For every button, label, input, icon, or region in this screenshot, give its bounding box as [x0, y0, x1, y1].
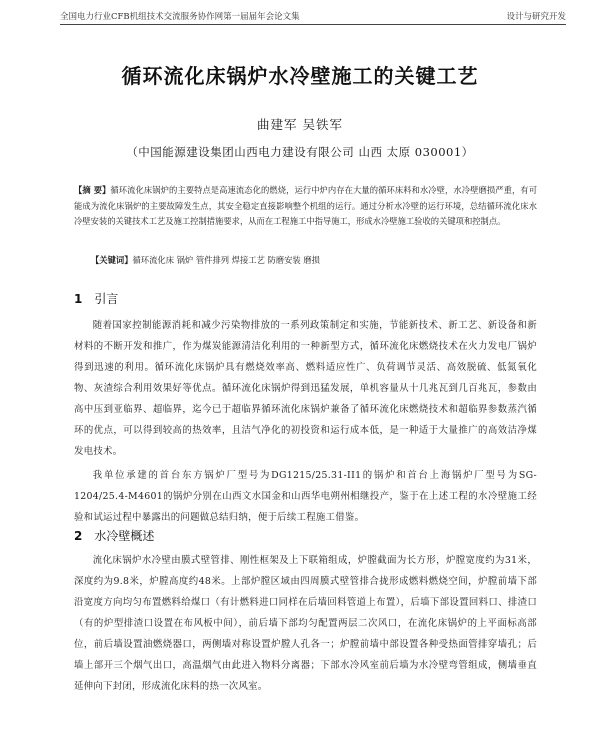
abstract: [74, 183, 537, 230]
intro-paragraph-1: 随着国家控制能源消耗和减少污染物排放的一系列政策制定和实施，节能新技术、新工艺、新设备和新材料的不断开发和推广，作为煤炭能源清洁化利用的一种新型方式，循环流化床燃烧技术在火力发电厂锅炉得到迅速的利用。循环流化床锅炉具有燃烧效率高、燃料适应性广、负荷调节灵活、高效脱硫、低氮氧化物、灰渣综合利用效果好等优点。循环流化床锅炉得到迅猛发展，单机容量从十几兆瓦到几百兆瓦，参数由高中压到亚临界、超临界，迄今已于超临界循环流化床锅炉兼备了循环流化床燃烧技术和超临界参数蒸汽循环的优点，可以得到较高的热效率，且洁气净化的初投资和运行成本低，是一种适于大量推广的高效洁净煤发电技术。: [74, 320, 537, 457]
section-title: 水冷壁概述: [94, 529, 155, 543]
abstract-text: 循环流化床锅炉的主要特点是高速流态化的燃烧，运行中炉内存在大量的循环床料和水冷壁，水冷壁磨损严重，有可能成为流化床锅炉的主要故障发生点，其安全稳定直接影响整个机组的运行。通过分析水冷壁的运行环境，总结循环流化床水冷壁安装的关键技术工艺及施工控制措施要求，从而在工程施工中指导施工，形成水冷壁施工验收的关键项和控制点。: [74, 185, 537, 227]
section-number: 2: [74, 529, 83, 543]
section-number: 1: [74, 292, 83, 306]
header-proceedings-title: 全国电力行业CFB机组技术交流服务协作网第一届届年会论文集: [60, 12, 300, 22]
header-section-label: 设计与研究开发: [506, 12, 566, 22]
section-title: 引言: [94, 292, 119, 306]
paper-authors: 曲建军 吴铁军: [257, 117, 343, 132]
keywords-text: 循环流化床 锅炉 管件排列 焊接工艺 防磨安装 磨损: [132, 255, 320, 265]
section-heading-intro: [74, 291, 118, 307]
author-affiliation: （中国能源建设集团山西电力建设有限公司 山西 太原 030001）: [126, 145, 474, 159]
paper-title: 循环流化床锅炉水冷壁施工的关键工艺: [121, 64, 479, 88]
page-header: [60, 11, 566, 25]
keywords-label: 【关键词】: [91, 255, 133, 265]
keywords: [91, 253, 537, 268]
overview-paragraph-1: 流化床锅炉水冷壁由膜式壁管排、刚性框架及上下联箱组成，炉膛截面为长方形，炉膛宽度约为31米，深度约为9.8米，炉膛高度约48米。上部炉膛区域由四周膜式壁管排合拢形成燃料燃烧空间，炉膛前墙下部沿宽度方向均匀布置燃料给煤口（有计燃料进口同样在后墙回料管道上布置），后墙下部设置回料口、排渣口（有的炉型排渣口设置在布风板中间），前后墙下部均匀配置两层二次风口，在流化床锅炉的上平面标高部位，前后墙设置油燃烧器口，两侧墙对称设置炉膛人孔各一；炉膛前墙中部设置各种受热面管排穿墙孔；后墙上部开三个烟气出口，高温烟气由此进入物料分离器；下部水冷风室前后墙为水冷壁弯管组成，侧墙垂直延伸向下封闭，形成流化床料的热一次风室。: [74, 555, 537, 692]
abstract-label: 【摘 要】: [74, 185, 111, 195]
intro-paragraph-2: 我单位承建的首台东方锅炉厂型号为DG1215/25.31-II1的锅炉和首台上海锅炉厂型号为SG-1204/25.4-M4601的锅炉分别在山西文水国金和山西华电朔州相继投产，鉴于在上述工程的水冷壁施工经验和试运过程中暴露出的问题做总结归纳，便于后续工程施工借鉴。: [74, 470, 537, 523]
section-heading-overview: [74, 528, 154, 544]
